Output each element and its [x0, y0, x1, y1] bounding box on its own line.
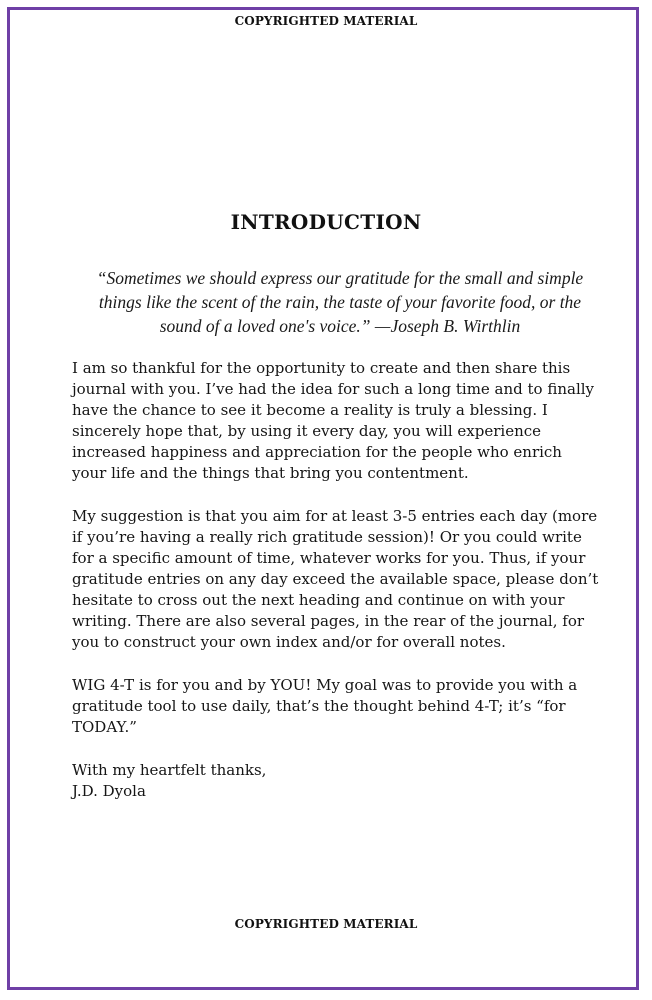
epigraph-quote	[70, 266, 610, 338]
quote-line: sound of a loved one's voice.” —Joseph B. Wirthlin	[159, 316, 521, 336]
text-line: if you’re having a really rich gratitude session)! Or you could write	[72, 528, 582, 546]
signature-block	[72, 760, 612, 802]
text-line: gratitude entries on any day exceed the available space, please don’t	[72, 570, 599, 588]
text-line: for a specific amount of time, whatever works for you. Thus, if your	[72, 549, 586, 567]
quote-line: “Sometimes we should express our gratitude for the small and simple	[96, 268, 584, 288]
quote-line: things like the scent of the rain, the taste of your favorite food, or the	[98, 292, 582, 312]
text-line: hesitate to cross out the next heading and continue on with your	[72, 591, 565, 609]
text-line: increased happiness and appreciation for the people who enrich	[72, 443, 562, 461]
author-name: J.D. Dyola	[72, 782, 146, 800]
page-title: INTRODUCTION	[230, 210, 422, 234]
text-line: I am so thankful for the opportunity to create and then share this	[72, 359, 571, 377]
text-line: your life and the things that bring you contentment.	[72, 464, 469, 482]
text-line: TODAY.”	[72, 718, 137, 736]
text-line: sincerely hope that, by using it every day, you will experience	[72, 422, 542, 440]
text-line: journal with you. I’ve had the idea for such a long time and to finally	[72, 380, 595, 398]
text-line: writing. There are also several pages, in the rear of the journal, for	[72, 612, 585, 630]
paragraph-suggestion	[72, 506, 612, 653]
paragraph-wig	[72, 675, 612, 738]
text-line: gratitude tool to use daily, that’s the thought behind 4-T; it’s “for	[72, 697, 566, 715]
header-copyright: COPYRIGHTED MATERIAL	[234, 14, 418, 28]
text-line: have the chance to see it become a reality is truly a blessing. I	[72, 401, 548, 419]
closing-line: With my heartfelt thanks,	[72, 761, 267, 779]
page-border	[7, 7, 639, 990]
footer-copyright: COPYRIGHTED MATERIAL	[234, 917, 418, 931]
text-line: My suggestion is that you aim for at least 3-5 entries each day (more	[72, 507, 598, 525]
paragraph-thankful	[72, 358, 612, 484]
text-line: WIG 4-T is for you and by YOU! My goal was to provide you with a	[72, 676, 578, 694]
text-line: you to construct your own index and/or for overall notes.	[72, 633, 506, 651]
